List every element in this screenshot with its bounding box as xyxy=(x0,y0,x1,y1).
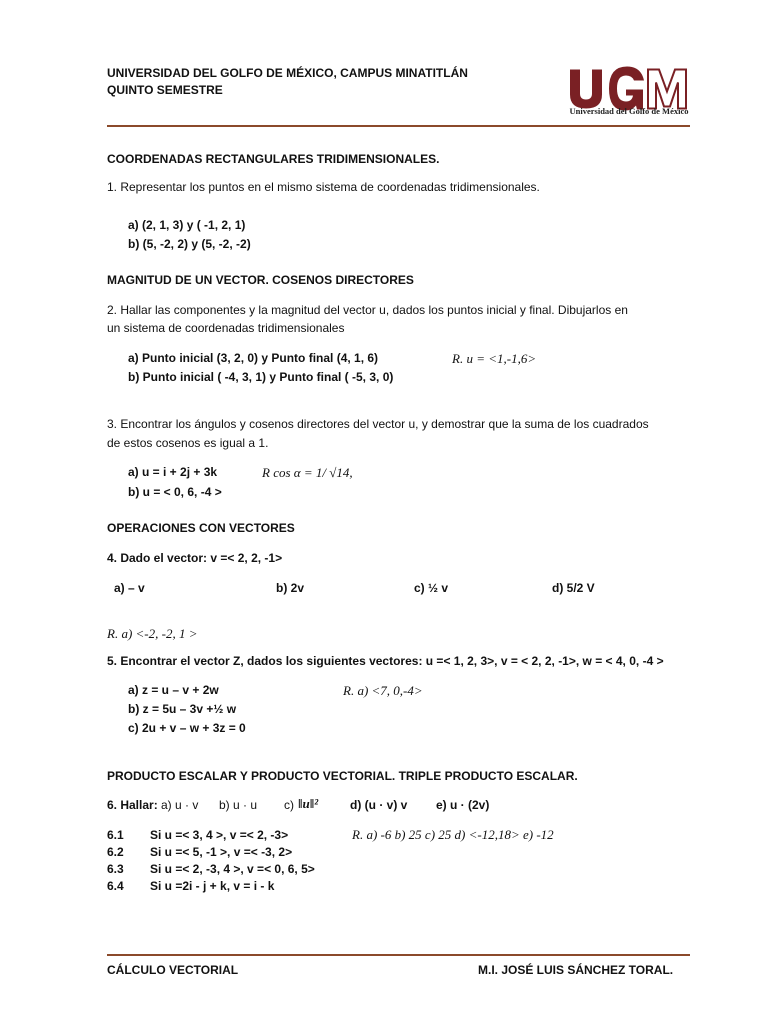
question-2-line1: 2. Hallar las componentes y la magnitud del vector u, dados los puntos inicial y final. Dibujarlos en xyxy=(107,303,628,317)
question-1-a: a) (2, 1, 3) y ( -1, 2, 1) xyxy=(128,218,246,232)
question-1: 1. Representar los puntos en el mismo sistema de coordenadas tridimensionales. xyxy=(107,180,540,194)
logo-caption: Universidad del Golfo de México xyxy=(569,106,689,116)
section-title-magnitude: MAGNITUD DE UN VECTOR. COSENOS DIRECTORES xyxy=(107,273,414,287)
question-6-d: d) (u · v) v xyxy=(350,798,408,812)
question-2-a-answer: R. u = <1,-1,6> xyxy=(452,351,537,366)
item-6-2-num: 6.2 xyxy=(107,845,124,859)
question-4-opt-a: a) – v xyxy=(114,581,145,595)
item-6-2-text: Si u =< 5, -1 >, v =< -3, 2> xyxy=(150,845,293,859)
question-5-a-answer: R. a) <7, 0,-4> xyxy=(343,683,423,698)
question-6-e: e) u · (2v) xyxy=(436,798,490,812)
section-title-operations: OPERACIONES CON VECTORES xyxy=(107,521,295,535)
question-6-a: a) u · v xyxy=(161,798,199,812)
item-6-3-text: Si u =< 2, -3, 4 >, v =< 0, 6, 5> xyxy=(150,862,315,876)
item-6-4-text: Si u =2i - j + k, v = i - k xyxy=(150,879,275,893)
question-1-b: b) (5, -2, 2) y (5, -2, -2) xyxy=(128,237,251,251)
question-4-opt-d: d) 5/2 V xyxy=(552,581,595,595)
header-divider xyxy=(107,125,690,127)
question-6-b: b) u · u xyxy=(219,798,258,812)
question-5: 5. Encontrar el vector Z, dados los siguientes vectores: u =< 1, 2, 3>, v = < 2, 2, -1>, w = < 4, 0, -4 > xyxy=(107,654,664,668)
item-6-3-num: 6.3 xyxy=(107,862,124,876)
university-name: UNIVERSIDAD DEL GOLFO DE MÉXICO, CAMPUS MINATITLÁN xyxy=(107,66,468,80)
question-4-opt-b: b) 2v xyxy=(276,581,305,595)
semester-label: QUINTO SEMESTRE xyxy=(107,83,223,97)
question-4: 4. Dado el vector: v =< 2, 2, -1> xyxy=(107,551,283,565)
footer-course: CÁLCULO VECTORIAL xyxy=(107,963,239,977)
question-5-b: b) z = 5u – 3v +½ w xyxy=(128,702,237,716)
question-6-answer: R. a) -6 b) 25 c) 25 d) <-12,18> e) -12 xyxy=(352,827,554,842)
footer-divider xyxy=(107,954,690,956)
question-3-a-answer: R cos α = 1/ √14, xyxy=(262,465,353,480)
question-3-b: b) u = < 0, 6, -4 > xyxy=(128,485,222,499)
question-3-line1: 3. Encontrar los ángulos y cosenos directores del vector u, y demostrar que la suma de los cuadrados xyxy=(107,417,649,431)
question-2-line2: un sistema de coordenadas tridimensionales xyxy=(107,321,345,335)
section-title-coordinates: COORDENADAS RECTANGULARES TRIDIMENSIONALES. xyxy=(107,152,440,166)
question-3-a: a) u = i + 2j + 3k xyxy=(128,465,218,479)
item-6-1-num: 6.1 xyxy=(107,828,124,842)
question-4-opt-c: c) ½ v xyxy=(414,581,449,595)
question-5-a: a) z = u – v + 2w xyxy=(128,683,219,697)
question-2-a: a) Punto inicial (3, 2, 0) y Punto final (4, 1, 6) xyxy=(128,351,379,365)
question-6-c-norm: ‖u‖² xyxy=(298,796,319,811)
question-5-c: c) 2u + v – w + 3z = 0 xyxy=(128,721,246,735)
footer-author: M.I. JOSÉ LUIS SÁNCHEZ TORAL. xyxy=(478,963,674,977)
question-6-c-prefix: c) xyxy=(284,798,294,812)
item-6-1-text: Si u =< 3, 4 >, v =< 2, -3> xyxy=(150,828,289,842)
question-4-answer: R. a) <-2, -2, 1 > xyxy=(107,626,198,641)
question-6-label: 6. Hallar: xyxy=(107,798,158,812)
item-6-4-num: 6.4 xyxy=(107,879,124,893)
question-3-line2: de estos cosenos es igual a 1. xyxy=(107,436,269,450)
section-title-products: PRODUCTO ESCALAR Y PRODUCTO VECTORIAL. TRIPLE PRODUCTO ESCALAR. xyxy=(107,769,578,783)
question-2-b: b) Punto inicial ( -4, 3, 1) y Punto final ( -5, 3, 0) xyxy=(128,370,394,384)
